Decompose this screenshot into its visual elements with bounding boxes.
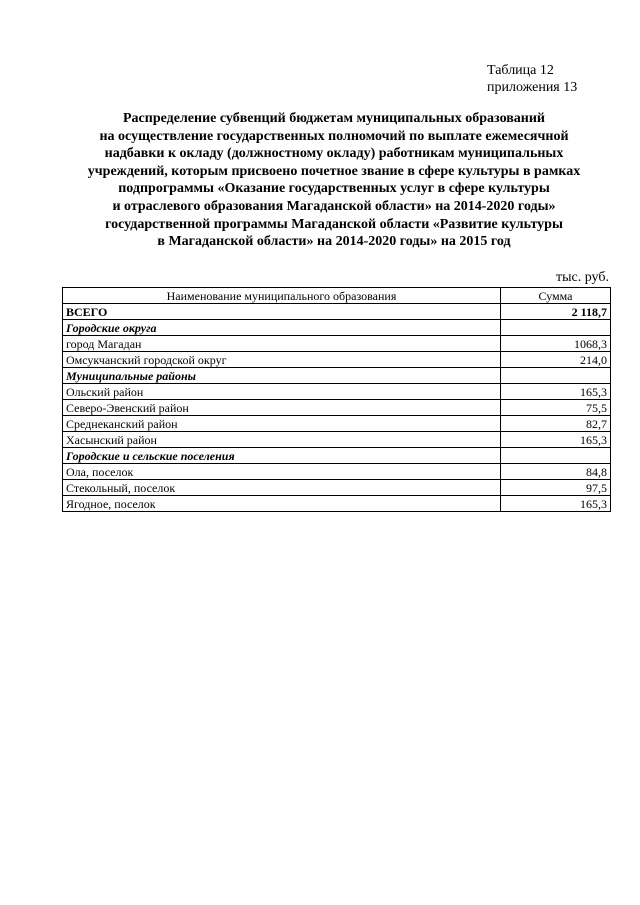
total-label: ВСЕГО bbox=[63, 304, 501, 320]
title-line: и отраслевого образования Магаданской области» на 2014-2020 годы» bbox=[112, 198, 556, 214]
row-name: Среднеканский район bbox=[63, 416, 501, 432]
title-line: Распределение субвенций бюджетам муниципальных образований bbox=[123, 111, 545, 126]
row-name: город Магадан bbox=[63, 336, 501, 352]
title-line: на осуществление государственных полномочий по выплате ежемесячной bbox=[99, 128, 569, 144]
row-sum: 84,8 bbox=[501, 464, 611, 480]
group-header-row bbox=[63, 320, 611, 336]
group-sum-empty bbox=[501, 368, 611, 384]
subsidy-table bbox=[62, 287, 611, 512]
column-header-sum: Сумма bbox=[501, 288, 611, 304]
row-sum: 165,3 bbox=[501, 496, 611, 512]
reference-appendix-number: приложения 13 bbox=[487, 80, 578, 95]
group-sum-empty bbox=[501, 320, 611, 336]
table-row bbox=[63, 416, 611, 432]
row-name: Хасынский район bbox=[63, 432, 501, 448]
row-sum: 97,5 bbox=[501, 480, 611, 496]
total-sum: 2 118,7 bbox=[501, 304, 611, 320]
group-title: Городские округа bbox=[63, 320, 501, 336]
column-header-name: Наименование муниципального образования bbox=[63, 288, 501, 304]
table-row bbox=[63, 384, 611, 400]
title-line: надбавки к окладу (должностному окладу) работникам муниципальных bbox=[104, 146, 564, 162]
table-header-row bbox=[63, 288, 611, 304]
document-title bbox=[60, 110, 608, 251]
row-name: Ягодное, поселок bbox=[63, 496, 501, 512]
row-sum: 1068,3 bbox=[501, 336, 611, 352]
title-line: подпрограммы «Оказание государственных услуг в сфере культуры bbox=[118, 181, 550, 197]
row-name: Стекольный, поселок bbox=[63, 480, 501, 496]
reference-table-number: Таблица 12 bbox=[487, 63, 554, 78]
group-title: Городские и сельские поселения bbox=[63, 448, 501, 464]
table-row bbox=[63, 480, 611, 496]
row-name: Ольский район bbox=[63, 384, 501, 400]
table-row bbox=[63, 400, 611, 416]
title-line: в Магаданской области» на 2014-2020 годы» на 2015 год bbox=[157, 234, 511, 250]
group-header-row bbox=[63, 448, 611, 464]
row-sum: 165,3 bbox=[501, 432, 611, 448]
table-row bbox=[63, 352, 611, 368]
table-reference bbox=[487, 62, 577, 96]
table-row bbox=[63, 464, 611, 480]
row-name: Северо-Эвенский район bbox=[63, 400, 501, 416]
total-row bbox=[63, 304, 611, 320]
group-title: Муниципальные районы bbox=[63, 368, 501, 384]
table-row bbox=[63, 336, 611, 352]
units-label: тыс. руб. bbox=[556, 270, 609, 285]
row-sum: 214,0 bbox=[501, 352, 611, 368]
group-header-row bbox=[63, 368, 611, 384]
row-sum: 165,3 bbox=[501, 384, 611, 400]
row-sum: 82,7 bbox=[501, 416, 611, 432]
title-line: учреждений, которым присвоено почетное звание в сфере культуры в рамках bbox=[87, 163, 581, 179]
row-name: Ола, поселок bbox=[63, 464, 501, 480]
table-row bbox=[63, 496, 611, 512]
group-sum-empty bbox=[501, 448, 611, 464]
row-name: Омсукчанский городской округ bbox=[63, 352, 501, 368]
row-sum: 75,5 bbox=[501, 400, 611, 416]
title-line: государственной программы Магаданской области «Развитие культуры bbox=[105, 216, 563, 232]
table-row bbox=[63, 432, 611, 448]
